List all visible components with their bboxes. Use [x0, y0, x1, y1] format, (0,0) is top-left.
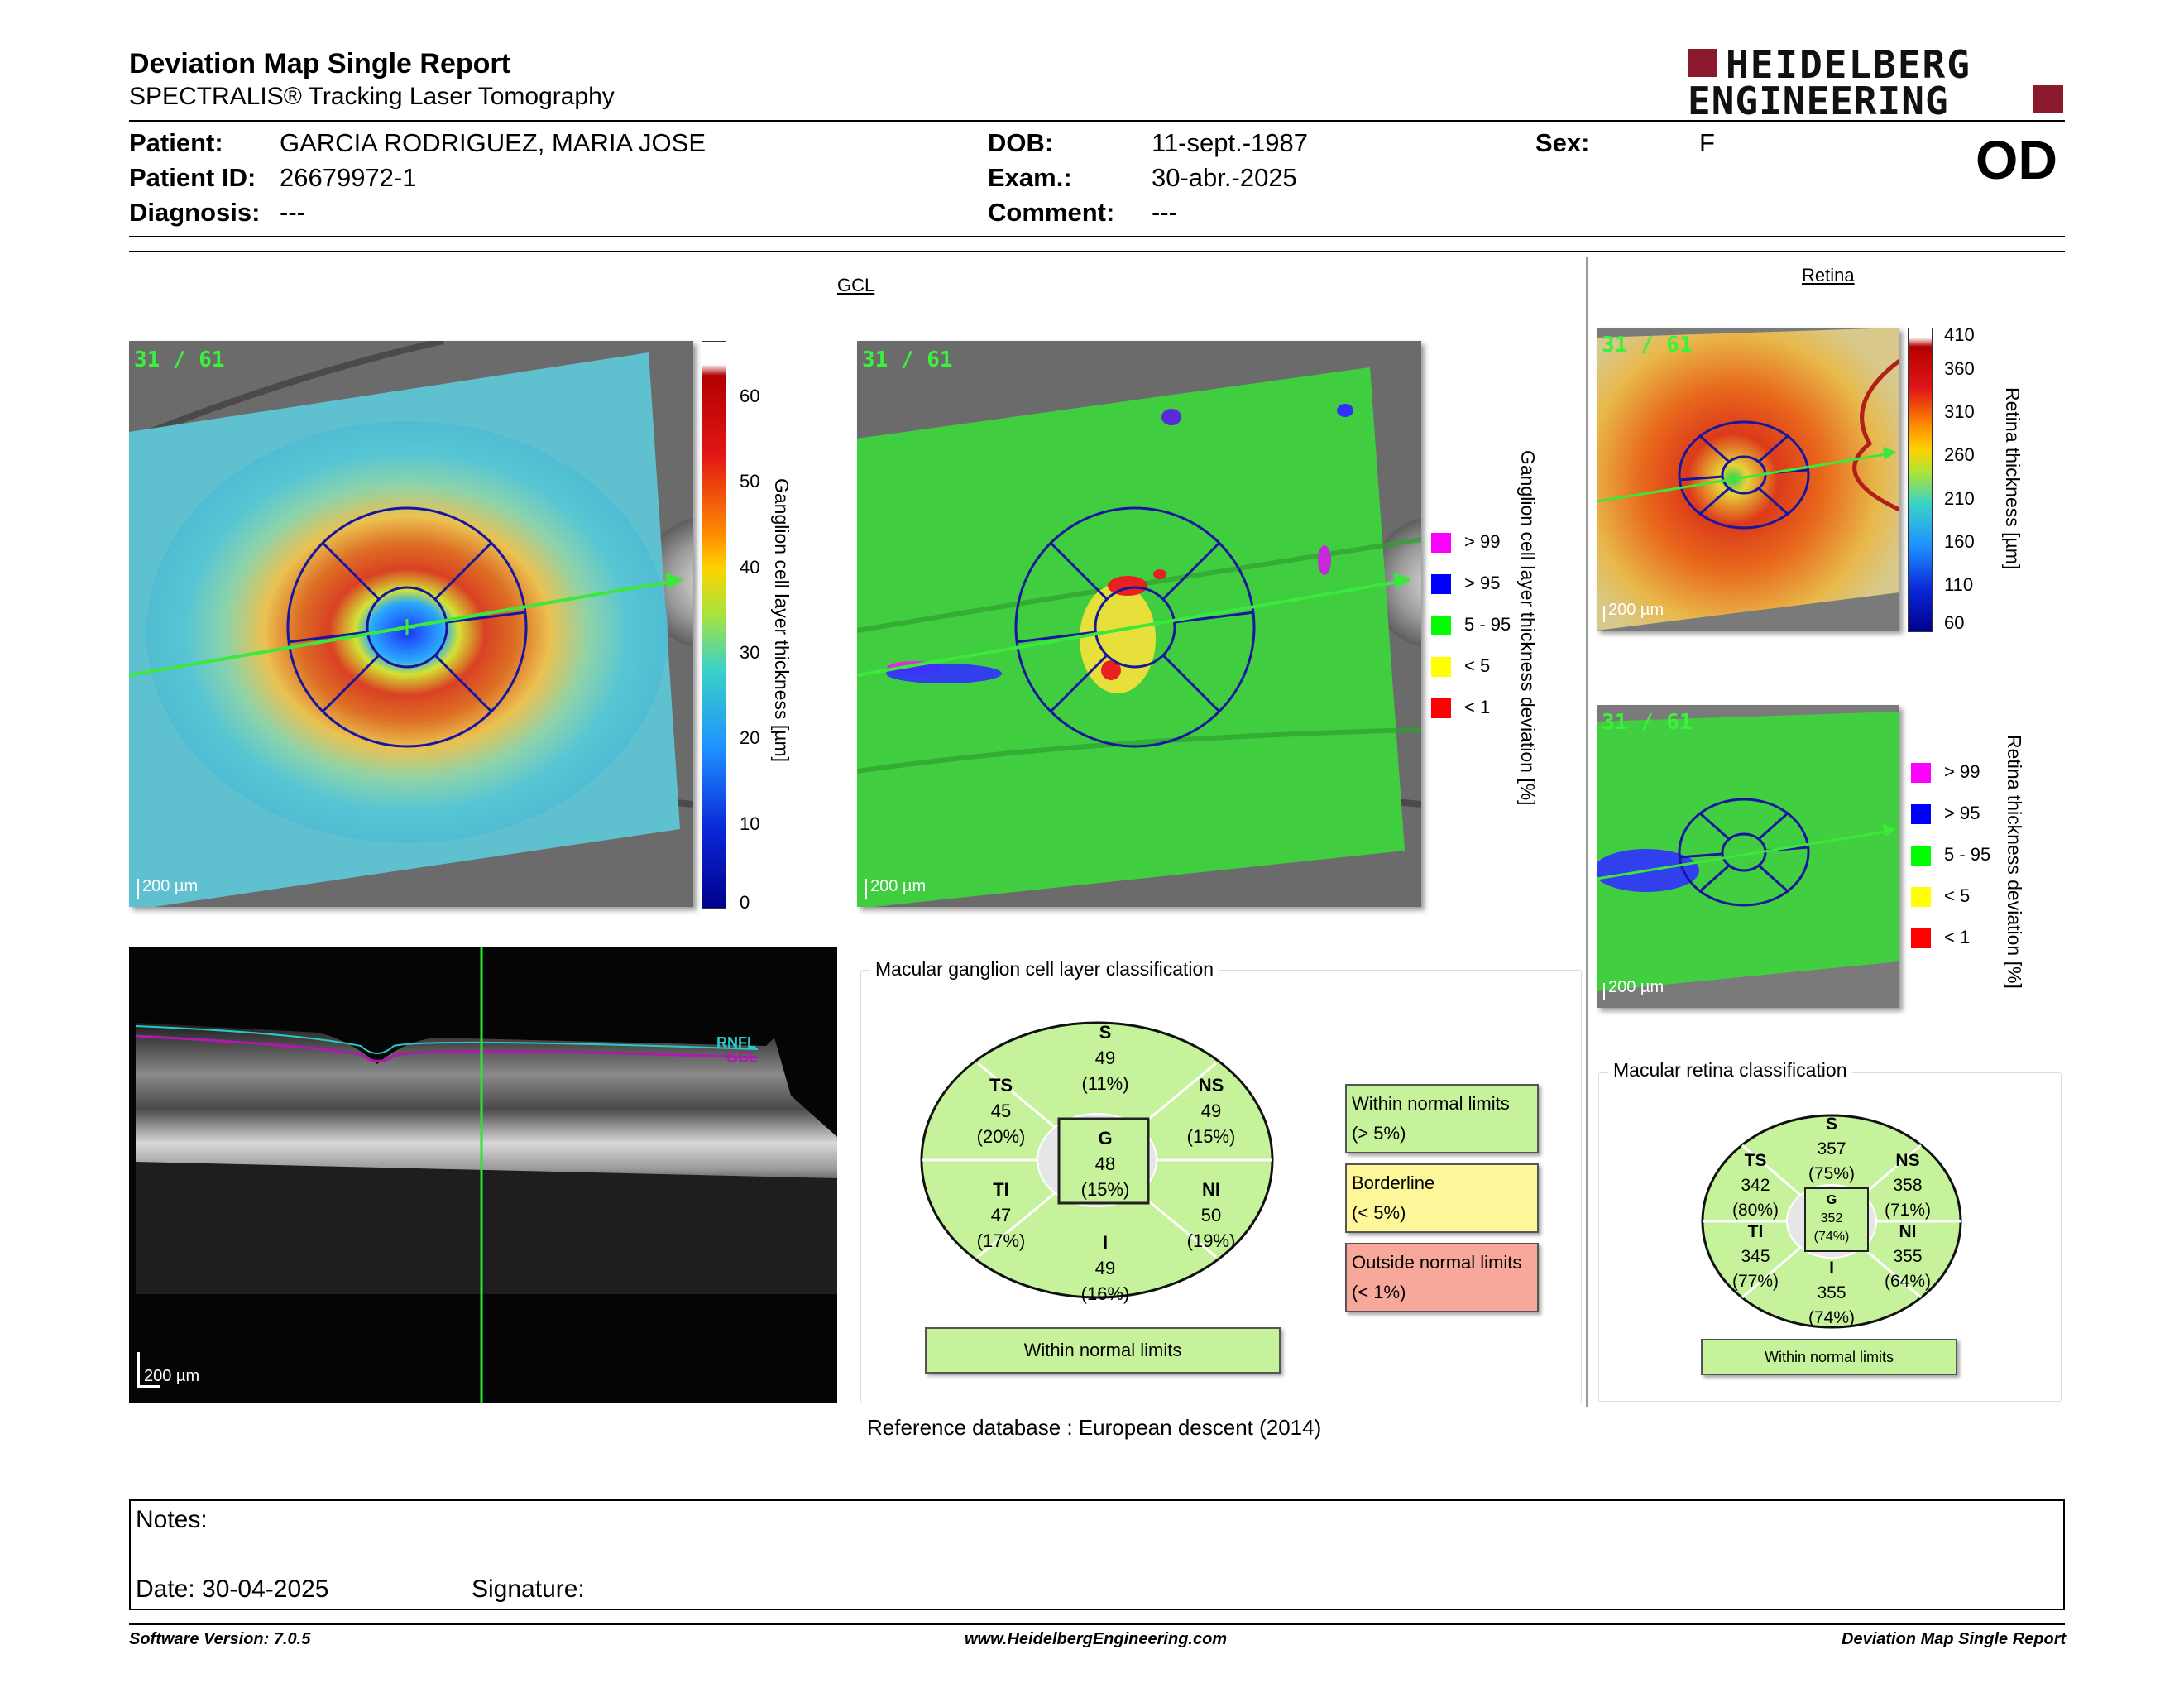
legend-swatch	[1911, 846, 1931, 866]
retina-tick-160: 160	[1944, 531, 1975, 552]
retina-ns-name: NS	[1895, 1151, 1920, 1170]
diagnosis-value: ---	[280, 198, 305, 227]
patient-id-label: Patient ID:	[129, 163, 256, 192]
gcl-i-name: I	[1102, 1232, 1109, 1253]
notes-box	[129, 1499, 2065, 1610]
retina-classification-title: Macular retina classification	[1608, 1059, 1852, 1081]
category-outside-normal	[1345, 1243, 1539, 1312]
retina-dev-scale: 200 µm	[1608, 978, 1664, 996]
legend-swatch	[1431, 616, 1451, 635]
patient-rule	[129, 236, 2065, 237]
gcl-g-value: 48	[1094, 1153, 1116, 1174]
retina-section-label: Retina	[1802, 265, 1855, 285]
retina-g-value: 352	[1820, 1211, 1843, 1225]
retina-deviation-map-svg	[1597, 705, 1899, 1008]
footer-report: Deviation Map Single Report	[1842, 1630, 2067, 1648]
retina-sector-ti	[1722, 1220, 1789, 1294]
category-borderline-line2: (< 5%)	[1352, 1202, 1406, 1223]
gcl-map-scale: 200 µm	[142, 877, 199, 895]
bscan-scale: 200 µm	[144, 1367, 200, 1385]
oct-bscan	[129, 947, 837, 1403]
retina-tick-310: 310	[1944, 401, 1975, 422]
retina-s-pct: (75%)	[1808, 1164, 1856, 1183]
legend-label: > 99	[1944, 761, 1980, 782]
logo-line1: HEIDELBERG	[1726, 42, 1971, 87]
gcl-ts-value: 45	[990, 1101, 1012, 1121]
patient-label: Patient:	[129, 128, 223, 157]
gcl-section-label: GCL	[837, 275, 875, 295]
retina-g-pct: (74%)	[1813, 1230, 1850, 1244]
exam-value: 30-abr.-2025	[1152, 163, 1297, 192]
retina-i-pct: (74%)	[1808, 1308, 1856, 1327]
column-divider	[1586, 257, 1588, 1407]
gcl-ns-name: NS	[1198, 1075, 1224, 1096]
gcl-map-fraction: 31 / 61	[134, 348, 225, 372]
legend-label: > 95	[1464, 573, 1501, 593]
gcl-tick-50: 50	[740, 471, 760, 492]
retina-s-value: 357	[1817, 1139, 1846, 1158]
retina-dev-scale-bar	[1603, 983, 1605, 1000]
legend-swatch	[1431, 574, 1451, 594]
gcl-map-scale-bar	[137, 879, 139, 899]
diagnosis-label: Diagnosis:	[129, 198, 261, 227]
notes-label: Notes:	[136, 1506, 208, 1533]
retina-i-name: I	[1829, 1259, 1834, 1278]
gcl-colorbar	[702, 341, 726, 909]
gcl-ti-pct: (17%)	[976, 1230, 1026, 1251]
retina-sector-ni	[1875, 1220, 1941, 1294]
category-outside-normal-line1: Outside normal limits	[1352, 1252, 1522, 1273]
gcl-sector-ts	[960, 1072, 1042, 1149]
gcl-tick-20: 20	[740, 727, 760, 748]
legend-swatch	[1431, 698, 1451, 718]
gcl-tick-30: 30	[740, 642, 760, 663]
gcl-sector-s	[1064, 1019, 1147, 1096]
retina-i-value: 355	[1817, 1283, 1846, 1302]
retina-thickness-axis-label: Retina thickness [µm]	[2002, 387, 2024, 570]
retina-thickness-map-svg	[1597, 328, 1899, 631]
category-borderline	[1345, 1163, 1539, 1233]
patient-rule-2	[129, 251, 2065, 252]
retina-tick-110: 110	[1944, 574, 1974, 595]
gcl-ti-value: 47	[990, 1205, 1012, 1225]
retina-map-scale: 200 µm	[1608, 601, 1664, 619]
retina-sector-g	[1805, 1192, 1858, 1246]
legend-swatch	[1911, 763, 1931, 783]
gcl-sector-ni	[1170, 1177, 1252, 1254]
retina-thickness-map	[1597, 328, 1899, 631]
gcl-ni-value: 50	[1200, 1205, 1222, 1225]
comment-label: Comment:	[988, 198, 1115, 227]
retina-ts-value: 342	[1741, 1176, 1770, 1195]
category-outside-normal-line2: (< 1%)	[1352, 1282, 1406, 1302]
patient-id-value: 26679972-1	[280, 163, 417, 192]
gcl-result-box: Within normal limits	[925, 1327, 1281, 1374]
gcl-tick-0: 0	[740, 892, 750, 913]
gcl-classification-title: Macular ganglion cell layer classification	[870, 958, 1219, 981]
retina-tick-60: 60	[1944, 612, 1965, 633]
retina-sector-s	[1798, 1112, 1865, 1187]
gcl-s-pct: (11%)	[1081, 1073, 1129, 1094]
report-subtitle: SPECTRALIS® Tracking Laser Tomography	[129, 83, 615, 110]
retina-ni-value: 355	[1893, 1247, 1923, 1266]
legend-swatch	[1911, 928, 1931, 948]
patient-name: GARCIA RODRIGUEZ, MARIA JOSE	[280, 128, 706, 157]
gcl-s-value: 49	[1094, 1048, 1116, 1068]
retina-sector-ns	[1875, 1149, 1941, 1223]
gcl-deviation-map	[857, 341, 1421, 907]
exam-label: Exam.:	[988, 163, 1072, 192]
retina-map-scale-bar	[1603, 606, 1605, 622]
gcl-g-pct: (15%)	[1080, 1179, 1130, 1200]
retina-deviation-map	[1597, 705, 1899, 1008]
oct-bscan-svg	[129, 947, 837, 1403]
rnfl-label: RNFL	[716, 1034, 756, 1051]
gcl-sector-ti	[960, 1177, 1042, 1254]
footer-url: www.HeidelbergEngineering.com	[965, 1630, 1228, 1648]
legend-label: 5 - 95	[1464, 614, 1511, 635]
sex-label: Sex:	[1535, 128, 1590, 157]
gcl-thickness-map	[129, 341, 693, 907]
gcl-tick-60: 60	[740, 386, 760, 406]
legend-swatch	[1431, 657, 1451, 677]
gcl-i-pct: (16%)	[1080, 1283, 1130, 1304]
retina-ni-pct: (64%)	[1884, 1272, 1932, 1291]
retina-sector-ts	[1722, 1149, 1789, 1223]
retina-s-name: S	[1825, 1115, 1837, 1134]
gcl-thickness-axis-label: Ganglion cell layer thickness [µm]	[771, 478, 793, 763]
retina-tick-260: 260	[1944, 444, 1975, 465]
category-within-normal	[1345, 1084, 1539, 1153]
retina-ns-pct: (71%)	[1884, 1201, 1932, 1220]
retina-sector-i	[1798, 1256, 1865, 1331]
gcl-ti-name: TI	[993, 1179, 1009, 1200]
comment-value: ---	[1152, 198, 1177, 227]
retina-ti-name: TI	[1747, 1222, 1764, 1241]
gcl-s-name: S	[1099, 1022, 1112, 1043]
legend-label: < 5	[1944, 885, 1971, 906]
footer-software: Software Version: 7.0.5	[129, 1630, 311, 1648]
category-within-normal-line2: (> 5%)	[1352, 1123, 1406, 1144]
retina-ns-value: 358	[1893, 1176, 1923, 1195]
dob-value: 11-sept.-1987	[1152, 128, 1308, 157]
retina-ti-pct: (77%)	[1731, 1272, 1779, 1291]
retina-deviation-axis-label: Retina thickness deviation [%]	[2004, 735, 2025, 989]
gcl-dev-scale: 200 µm	[870, 877, 927, 895]
notes-date: Date: 30-04-2025	[136, 1575, 329, 1603]
gcl-ts-name: TS	[989, 1075, 1013, 1096]
retina-tick-410: 410	[1944, 324, 1975, 345]
gcl-ts-pct: (20%)	[976, 1126, 1026, 1147]
gcl-deviation-map-svg	[857, 341, 1421, 907]
retina-g-name: G	[1826, 1193, 1837, 1207]
retina-ts-pct: (80%)	[1731, 1201, 1779, 1220]
legend-swatch	[1911, 887, 1931, 907]
retina-ts-name: TS	[1744, 1151, 1767, 1170]
gcl-tick-40: 40	[740, 557, 760, 578]
legend-label: < 1	[1464, 697, 1491, 717]
gcl-sector-g	[1064, 1125, 1147, 1202]
gcl-ni-pct: (19%)	[1186, 1230, 1236, 1251]
logo-square-left	[1688, 49, 1717, 77]
header-rule	[129, 120, 2065, 122]
legend-label: > 99	[1464, 531, 1501, 552]
footer-rule	[129, 1623, 2065, 1625]
gcl-i-value: 49	[1094, 1258, 1116, 1278]
retina-tick-360: 360	[1944, 358, 1975, 379]
legend-label: 5 - 95	[1944, 844, 1991, 865]
gcl-dev-scale-bar	[865, 879, 867, 899]
notes-signature: Signature:	[472, 1575, 585, 1603]
legend-label: > 95	[1944, 803, 1980, 823]
legend-swatch	[1911, 804, 1931, 824]
retina-colorbar	[1908, 328, 1933, 632]
gcl-dev-fraction: 31 / 61	[862, 348, 953, 372]
gcl-g-name: G	[1098, 1128, 1113, 1149]
gcl-thickness-map-svg	[129, 341, 693, 907]
retina-result-box: Within normal limits	[1701, 1339, 1957, 1375]
retina-map-fraction: 31 / 61	[1602, 333, 1693, 357]
logo-square-right	[2033, 85, 2063, 113]
gcl-ni-name: NI	[1202, 1179, 1220, 1200]
legend-label: < 1	[1944, 927, 1971, 947]
retina-dev-fraction: 31 / 61	[1602, 710, 1693, 735]
retina-ti-value: 345	[1741, 1247, 1770, 1266]
gcl-layer-label: GCL	[726, 1049, 758, 1066]
category-borderline-line1: Borderline	[1352, 1172, 1435, 1193]
gcl-sector-i	[1064, 1230, 1147, 1307]
category-within-normal-line1: Within normal limits	[1352, 1093, 1510, 1114]
gcl-ns-value: 49	[1200, 1101, 1222, 1121]
report-title: Deviation Map Single Report	[129, 48, 510, 79]
logo-line2: ENGINEERING	[1688, 79, 1949, 123]
retina-tick-210: 210	[1944, 488, 1975, 509]
retina-ni-name: NI	[1899, 1222, 1917, 1241]
legend-swatch	[1431, 533, 1451, 553]
legend-label: < 5	[1464, 655, 1491, 676]
eye-indicator: OD	[1976, 129, 2057, 190]
gcl-ns-pct: (15%)	[1186, 1126, 1236, 1147]
gcl-tick-10: 10	[740, 813, 760, 834]
sex-value: F	[1699, 128, 1715, 157]
reference-database: Reference database : European descent (2014)	[867, 1415, 1322, 1440]
dob-label: DOB:	[988, 128, 1054, 157]
heidelberg-logo	[1688, 42, 2068, 123]
bscan-scale-bar-v	[137, 1352, 140, 1387]
gcl-deviation-axis-label: Ganglion cell layer thickness deviation [%]	[1517, 450, 1539, 806]
gcl-sector-ns	[1170, 1072, 1252, 1149]
